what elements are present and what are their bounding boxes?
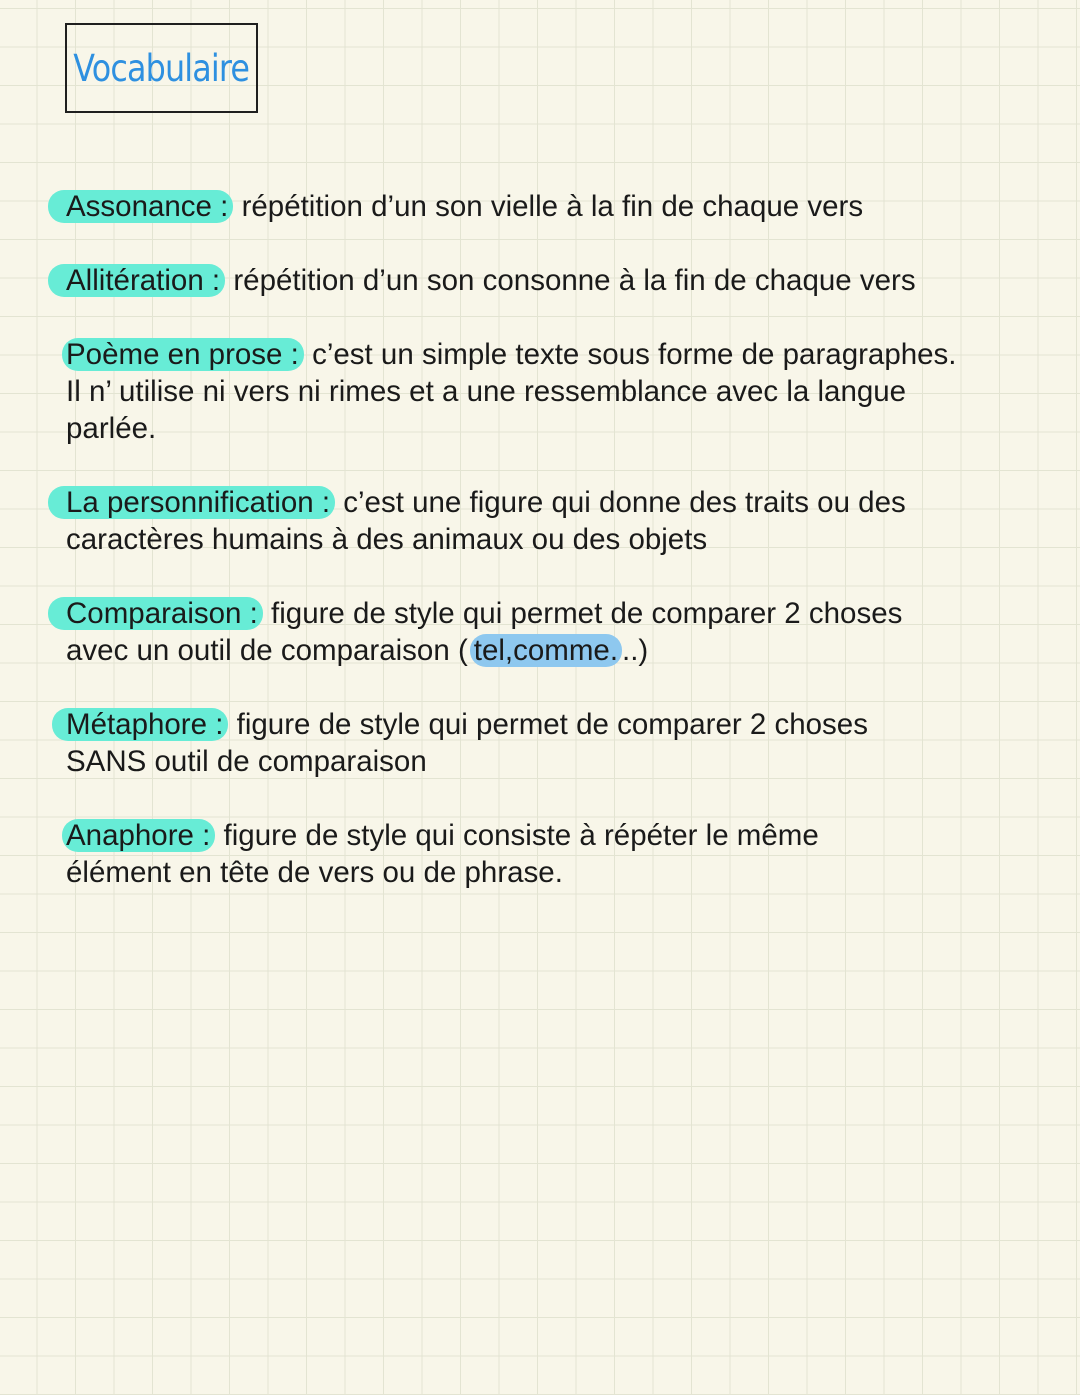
- page-title: Vocabulaire: [73, 46, 250, 90]
- definition: figure de style qui permet de comparer 2 choses SANS outil de comparaison: [66, 708, 868, 778]
- definition: figure de style qui permet de comparer 2 choses avec un outil de comparaison: [66, 597, 903, 667]
- vocab-entry-assonance: [66, 188, 1026, 225]
- definition: c’est un simple texte sous forme de paragraphes. Il n’ utilise ni vers ni rimes et a une ressemblance avec la langue parlée.: [66, 338, 957, 445]
- term-highlight: Allitération :: [48, 264, 225, 297]
- definition: figure de style qui consiste à répéter le même élément en tête de vers ou de phrase.: [66, 819, 819, 889]
- example-highlight: tel,comme.: [470, 634, 622, 667]
- term-highlight: Anaphore :: [62, 819, 215, 852]
- definition: c’est une figure qui donne des traits ou des caractères humains à des animaux ou des objets: [66, 486, 906, 556]
- term-highlight: Métaphore :: [52, 708, 228, 741]
- example-open: (: [457, 634, 468, 667]
- title-box: [65, 23, 258, 113]
- vocab-entry-anaphore: [66, 817, 886, 891]
- definition: répétition d’un son vielle à la fin de chaque vers: [241, 190, 864, 223]
- vocab-entry-metaphore: [66, 706, 946, 780]
- term-highlight: Comparaison :: [48, 597, 263, 630]
- term-highlight: Poème en prose :: [62, 338, 304, 371]
- example-close: ..): [622, 634, 649, 667]
- term-highlight: Assonance :: [48, 190, 233, 223]
- definition: répétition d’un son consonne à la fin de chaque vers: [233, 264, 916, 297]
- term-highlight: La personnification :: [48, 486, 335, 519]
- vocab-entry-personnification: [66, 484, 996, 558]
- vocab-entry-alliteration: [66, 262, 1026, 299]
- vocab-entry-poeme-en-prose: [66, 336, 966, 447]
- vocab-entry-comparaison: [66, 595, 966, 669]
